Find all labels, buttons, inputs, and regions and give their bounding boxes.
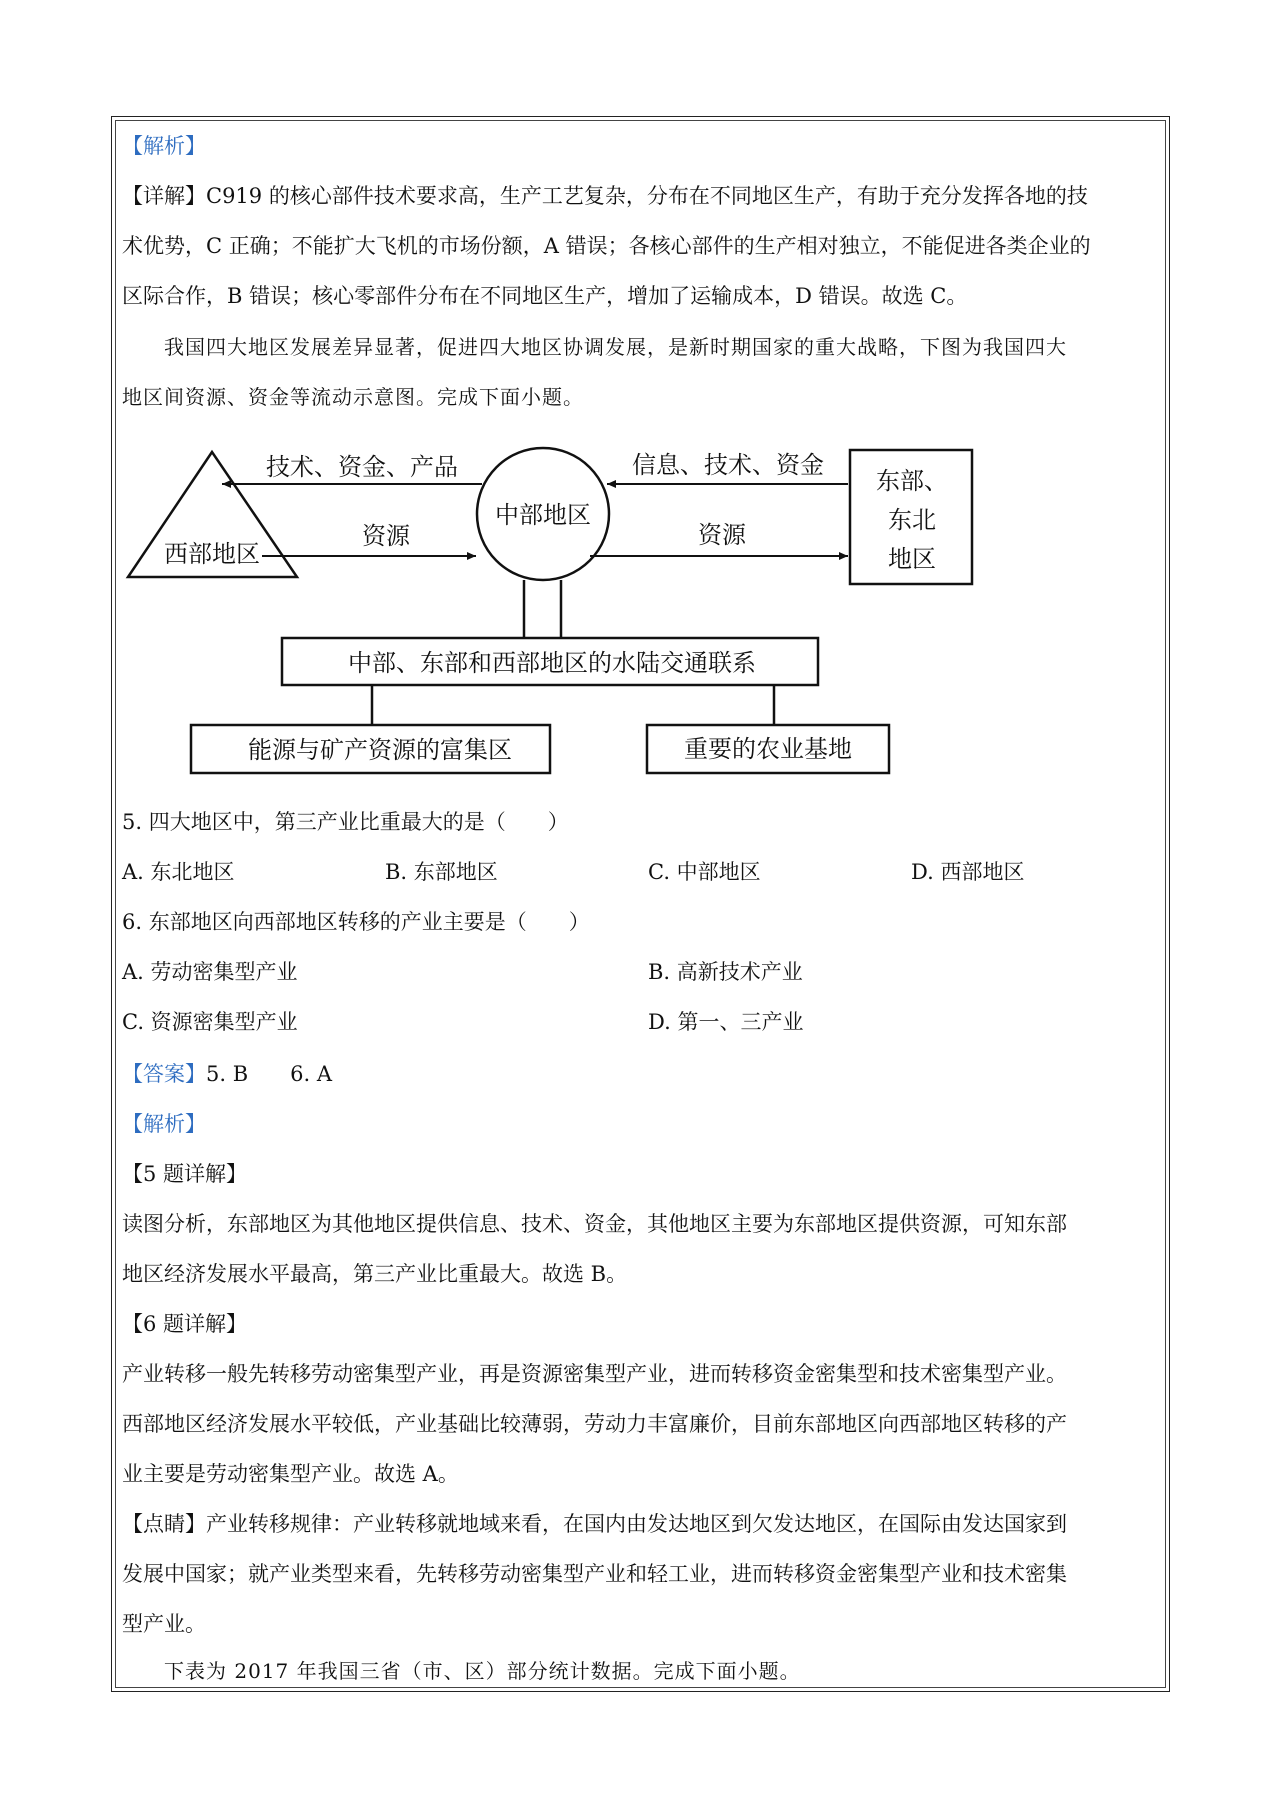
analysis-label-2: 【解析】 [122, 1112, 206, 1136]
answer-line [122, 1060, 332, 1088]
detail-line-1: 【详解】C919 的核心部件技术要求高，生产工艺复杂，分布在不同地区生产，有助于充分发挥各地的技 [122, 184, 1088, 208]
q6-option-c: C. 资源密集型产业 [122, 1010, 298, 1034]
answer-label: 【答案】 [122, 1062, 206, 1086]
q6-option-b: B. 高新技术产业 [648, 960, 803, 984]
flow-diagram [0, 0, 1279, 800]
intro-line-2: 地区间资源、资金等流动示意图。完成下面小题。 [122, 385, 584, 409]
q6-detail-label: 【6 题详解】 [122, 1312, 248, 1336]
east-label-1: 东部、 [876, 467, 948, 495]
q6-detail-line-2: 西部地区经济发展水平较低，产业基础比较薄弱，劳动力丰富廉价，目前东部地区向西部地区转移的产 [122, 1412, 1067, 1436]
table-intro: 下表为 2017 年我国三省（市、区）部分统计数据。完成下面小题。 [164, 1659, 801, 1683]
east-label-3: 地区 [888, 545, 936, 573]
intro-line-1: 我国四大地区发展差异显著，促进四大地区协调发展，是新时期国家的重大战略，下图为我国四大 [164, 335, 1067, 359]
detail-line-3: 区际合作，B 错误；核心零部件分布在不同地区生产，增加了运输成本，D 错误。故选 C。 [122, 284, 968, 308]
traffic-box-label: 中部、东部和西部地区的水陆交通联系 [348, 649, 756, 677]
q5-option-a: A. 东北地区 [122, 860, 235, 884]
q5-option-d: D. 西部地区 [911, 860, 1025, 884]
tip-line-1: 【点睛】产业转移规律：产业转移就地域来看，在国内由发达地区到欠发达地区，在国际由发达国家到 [122, 1512, 1067, 1536]
tip-line-3: 型产业。 [122, 1612, 206, 1636]
analysis-label: 【解析】 [122, 134, 206, 158]
arrow-top-left-label: 技术、资金、产品 [266, 453, 458, 481]
q5-option-c: C. 中部地区 [648, 860, 761, 884]
q5-option-b: B. 东部地区 [385, 860, 498, 884]
q5-detail-line-1: 读图分析，东部地区为其他地区提供信息、技术、资金，其他地区主要为东部地区提供资源，可知东部 [122, 1212, 1067, 1236]
energy-box-label: 能源与矿产资源的富集区 [248, 736, 512, 764]
q5-detail-label: 【5 题详解】 [122, 1162, 248, 1186]
q6-option-a: A. 劳动密集型产业 [122, 960, 298, 984]
q5-stem: 5. 四大地区中，第三产业比重最大的是（ ） [122, 810, 569, 834]
central-label: 中部地区 [495, 501, 591, 529]
q6-stem: 6. 东部地区向西部地区转移的产业主要是（ ） [122, 910, 590, 934]
q6-detail-line-1: 产业转移一般先转移劳动密集型产业，再是资源密集型产业，进而转移资金密集型和技术密集型产业。 [122, 1362, 1067, 1386]
arrow-top-right-label: 信息、技术、资金 [632, 451, 824, 479]
tip-line-2: 发展中国家；就产业类型来看，先转移劳动密集型产业和轻工业，进而转移资金密集型产业和技术密集 [122, 1562, 1067, 1586]
arrow-bottom-left-label: 资源 [362, 522, 410, 550]
east-label-2: 东北 [888, 506, 936, 534]
q6-detail-line-3: 业主要是劳动密集型产业。故选 A。 [122, 1462, 459, 1486]
q5-detail-line-2: 地区经济发展水平最高，第三产业比重最大。故选 B。 [122, 1262, 628, 1286]
detail-label: 【详解】 [122, 184, 206, 208]
agri-box-label: 重要的农业基地 [684, 735, 852, 763]
answer-text: 5. B 6. A [206, 1062, 333, 1086]
west-label: 西部地区 [164, 540, 260, 568]
arrow-bottom-right-label: 资源 [698, 521, 746, 549]
detail-line-2: 术优势，C 正确；不能扩大飞机的市场份额，A 错误；各核心部件的生产相对独立，不能促进各类企业的 [122, 234, 1091, 258]
tip-label: 【点睛】 [122, 1512, 206, 1536]
q6-option-d: D. 第一、三产业 [648, 1010, 804, 1034]
